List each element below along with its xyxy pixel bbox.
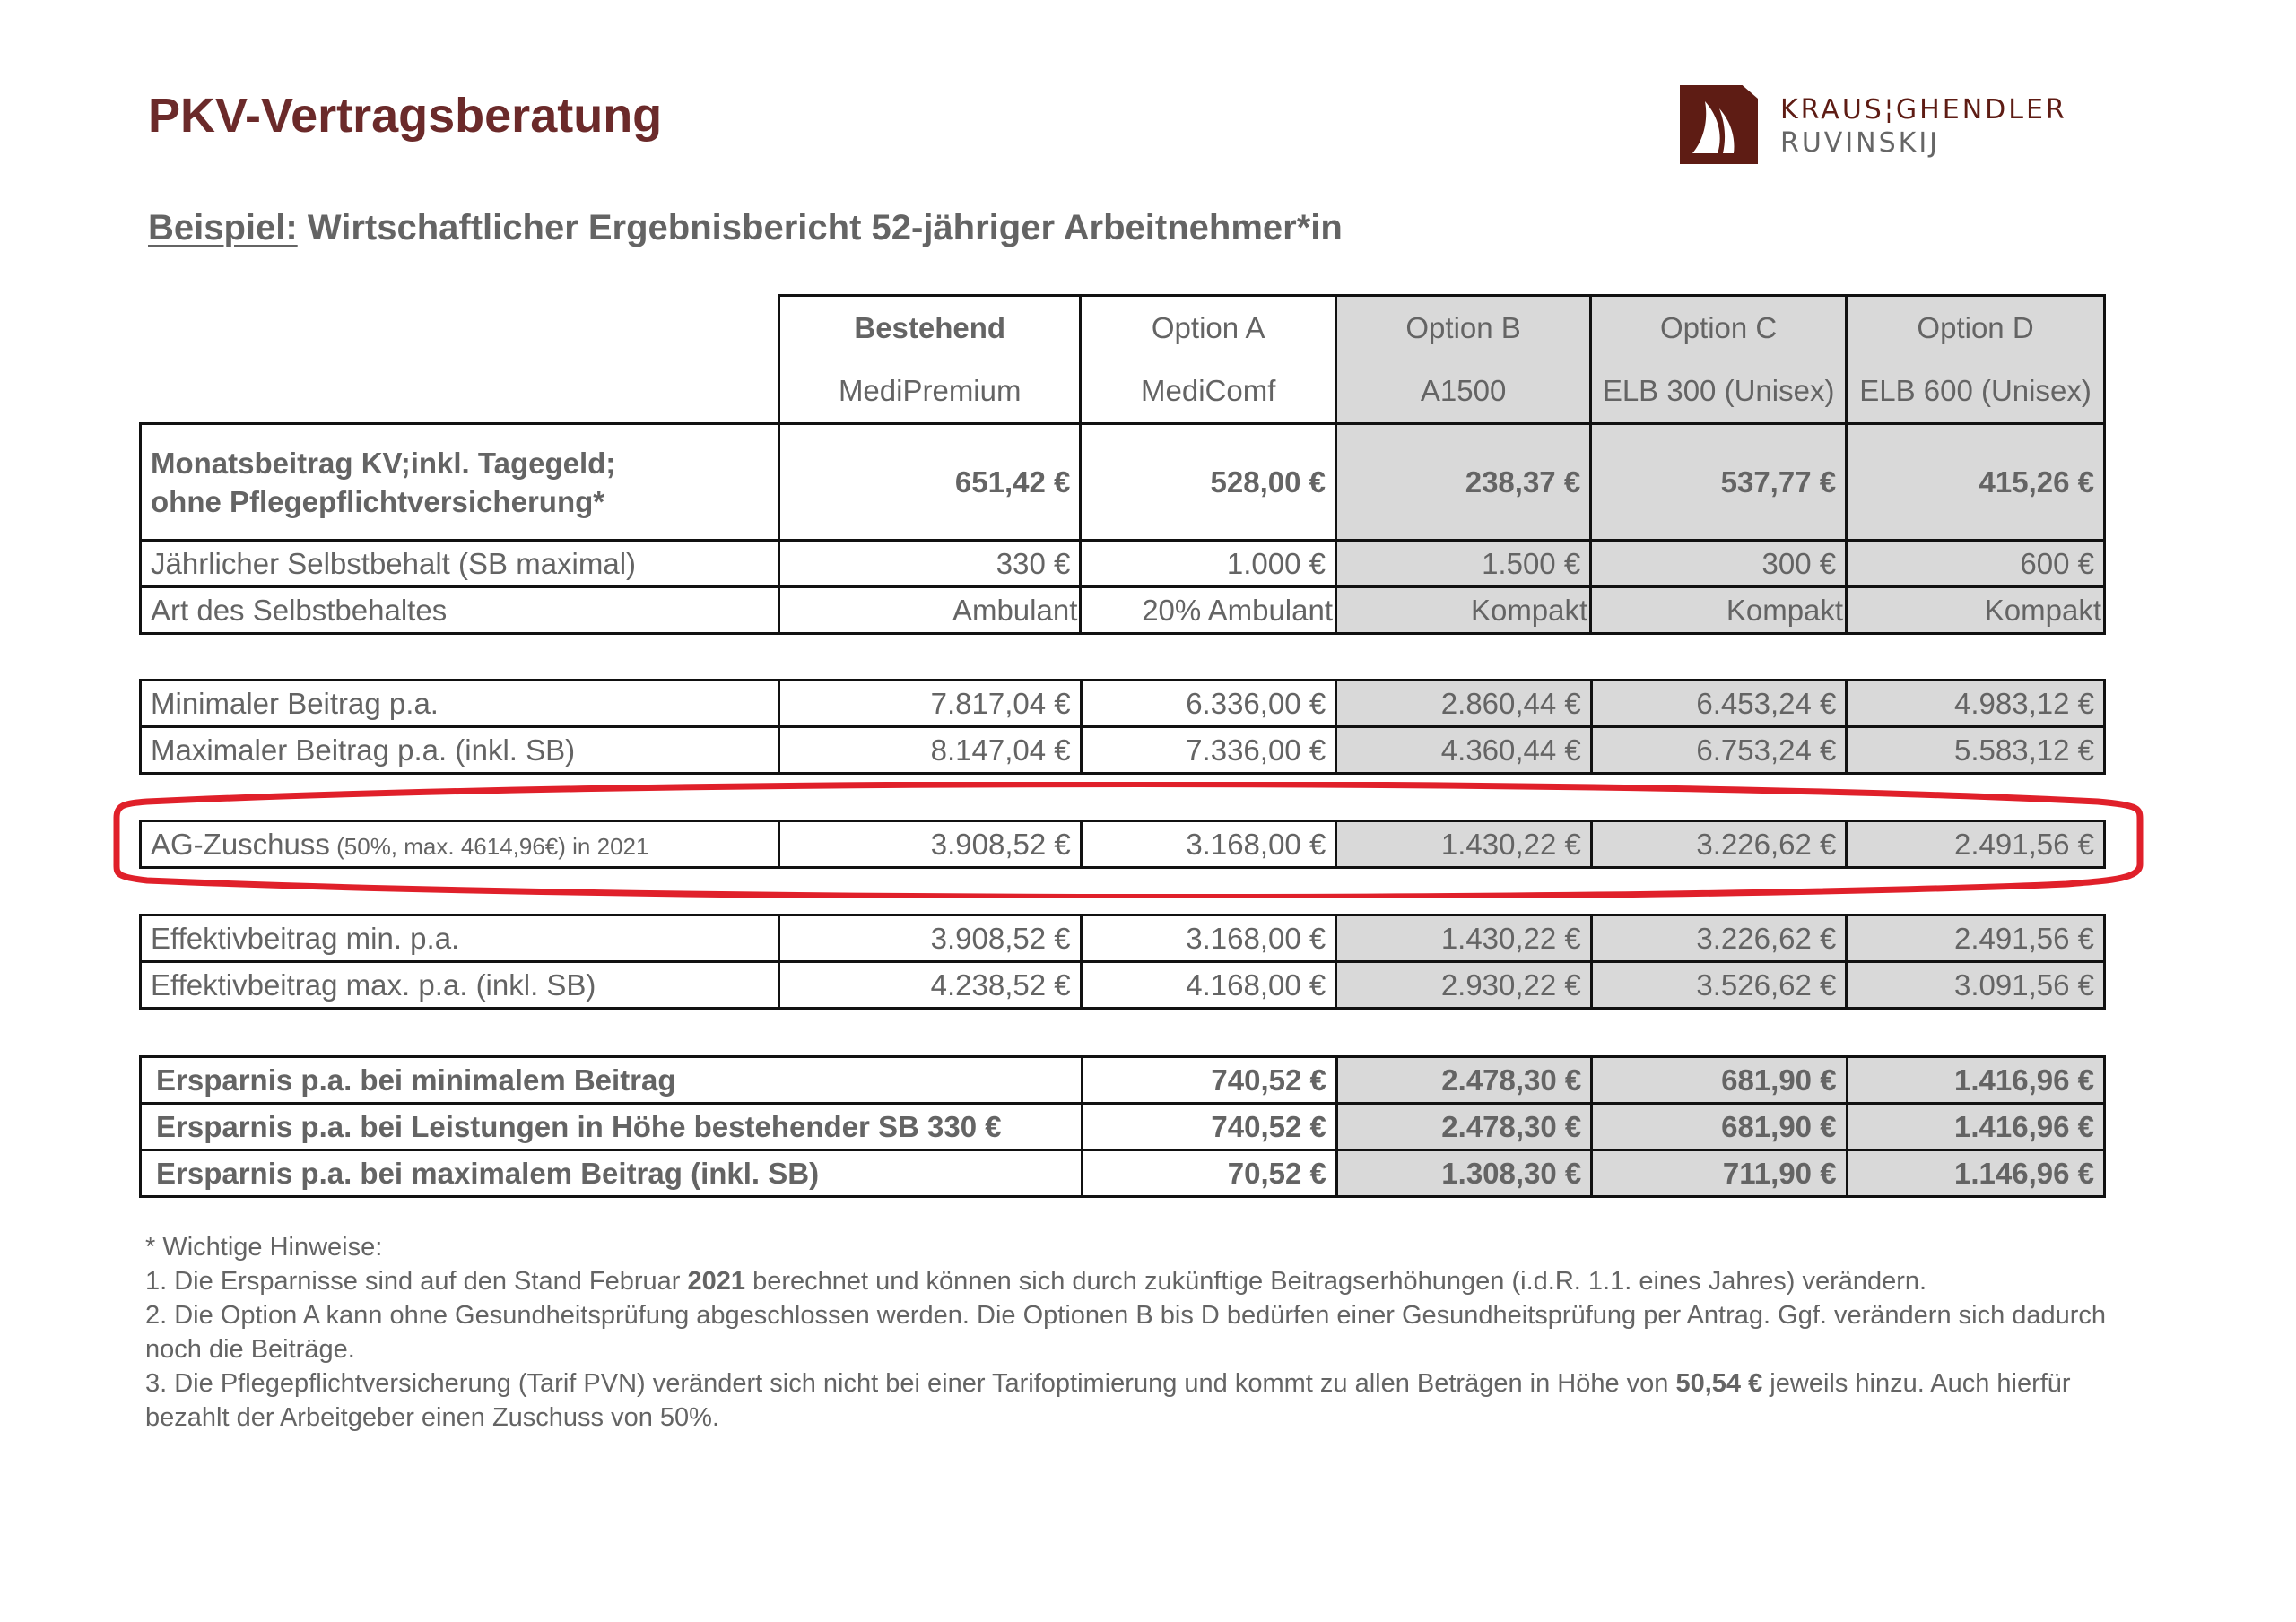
cell-value: 1.308,30 €	[1336, 1150, 1591, 1197]
cell-value: 7.817,04 €	[779, 681, 1081, 727]
cell-value: Ambulant	[779, 587, 1081, 634]
footnote-2: 2. Die Option A kann ohne Gesundheitsprüfung abgeschlossen werden. Die Optionen B bis D bedürfen einer Gesundheitsprüfung per Antrag. Ggf. verändern sich dadurch noch die Beiträge.	[145, 1301, 2107, 1364]
cell-value: 2.860,44 €	[1336, 681, 1592, 727]
column-tariff: MediComf	[1141, 374, 1276, 407]
cell-value: 1.416,96 €	[1847, 1057, 2104, 1104]
column-tariff: A1500	[1420, 374, 1507, 407]
cell-value: 681,90 €	[1592, 1057, 1847, 1104]
cell-value: 681,90 €	[1592, 1104, 1847, 1150]
cell-value: Kompakt	[1336, 587, 1591, 634]
cell-value: 711,90 €	[1592, 1150, 1847, 1197]
column-tariff: MediPremium	[838, 374, 1022, 407]
row-label: Ersparnis p.a. bei Leistungen in Höhe bestehender SB 330 €	[141, 1104, 1083, 1150]
cell-value: 1.430,22 €	[1336, 915, 1592, 962]
column-tariff: ELB 600 (Unisex)	[1859, 374, 2092, 407]
cell-value: 20% Ambulant	[1081, 587, 1336, 634]
cell-value: 4.238,52 €	[779, 962, 1081, 1009]
table-row-savings-min	[141, 1057, 2105, 1104]
table-row-monthly	[141, 424, 2105, 541]
footnote-emphasis: 2021	[687, 1267, 746, 1296]
cell-value: 3.168,00 €	[1081, 915, 1336, 962]
column-header-option-a	[1081, 296, 1336, 424]
column-header-option-b	[1336, 296, 1591, 424]
tariff-comparison-table	[139, 294, 2106, 635]
cell-value: 4.983,12 €	[1847, 681, 2105, 727]
cell-value: 2.491,56 €	[1847, 821, 2105, 868]
row-label: Minimaler Beitrag p.a.	[141, 681, 779, 727]
cell-value: 2.930,22 €	[1336, 962, 1592, 1009]
row-label: Jährlicher Selbstbehalt (SB maximal)	[141, 541, 779, 587]
cell-value: 740,52 €	[1082, 1104, 1336, 1150]
table-row-max-premium	[141, 727, 2105, 774]
cell-value: 3.091,56 €	[1847, 962, 2105, 1009]
table-row-deductible	[141, 541, 2105, 587]
cell-value: 8.147,04 €	[779, 727, 1081, 774]
column-title: Option B	[1405, 311, 1521, 344]
cell-value: 3.908,52 €	[779, 915, 1081, 962]
footnote-text: 3. Die Pflegepflichtversicherung (Tarif PVN) verändert sich nicht bei einer Tarifoptimierung und kommt zu allen Beträgen in Höhe von	[145, 1369, 1676, 1398]
footnote-text: berechnet und können sich durch zukünftige Beitragserhöhungen (i.d.R. 1.1. eines Jahres) verändern.	[745, 1267, 1927, 1296]
row-label-line2: ohne Pflegepflichtversicherung*	[151, 484, 605, 518]
row-label-line1: Monatsbeitrag KV;inkl. Tagegeld;	[151, 446, 616, 480]
footnote-emphasis: 50,54 €	[1675, 1369, 1763, 1398]
table-row-effective-min	[141, 915, 2105, 962]
cell-value: 651,42 €	[779, 424, 1081, 541]
row-label: Effektivbeitrag min. p.a.	[141, 915, 779, 962]
cell-value: 600 €	[1847, 541, 2105, 587]
table-row-min-premium	[141, 681, 2105, 727]
savings-table	[139, 1055, 2106, 1198]
cell-value: 4.168,00 €	[1081, 962, 1336, 1009]
cell-value: 2.478,30 €	[1336, 1057, 1591, 1104]
cell-value: Kompakt	[1591, 587, 1847, 634]
table-row-savings-sb	[141, 1104, 2105, 1150]
row-label-note: (50%, max. 4614,96€) in 2021	[329, 832, 649, 860]
table-row-effective-max	[141, 962, 2105, 1009]
column-title: Option C	[1660, 311, 1778, 344]
cell-value: 7.336,00 €	[1081, 727, 1336, 774]
table-row-savings-max	[141, 1150, 2105, 1197]
company-logo	[1680, 85, 2296, 170]
row-label: Art des Selbstbehaltes	[141, 587, 779, 634]
logo-text-line2: RUVINSKIJ	[1780, 127, 1941, 159]
footnotes-heading: * Wichtige Hinweise:	[145, 1233, 383, 1262]
row-label: Ersparnis p.a. bei minimalem Beitrag	[141, 1057, 1083, 1104]
subtitle-text: Wirtschaftlicher Ergebnisbericht 52-jähriger Arbeitnehmer*in	[297, 208, 1343, 247]
effective-premium-table	[139, 914, 2106, 1010]
cell-value: 415,26 €	[1847, 424, 2105, 541]
cell-value: 70,52 €	[1082, 1150, 1336, 1197]
cell-value: 1.146,96 €	[1847, 1150, 2104, 1197]
column-header-option-d	[1847, 296, 2105, 424]
table-header-row	[141, 296, 2105, 424]
column-title: Option D	[1917, 311, 2034, 344]
footnote-1	[145, 1264, 2145, 1298]
row-label-main: AG-Zuschuss	[151, 827, 330, 861]
empty-corner-cell	[141, 296, 779, 424]
column-header-option-c	[1591, 296, 1847, 424]
footnote-text: jeweils hinzu. Auch hierfür bezahlt der Arbeitgeber einen Zuschuss von 50%.	[145, 1369, 2071, 1432]
premium-table	[139, 679, 2106, 775]
cell-value: 3.226,62 €	[1591, 821, 1847, 868]
sailboat-logo-icon	[1680, 85, 1758, 164]
cell-value: 300 €	[1591, 541, 1847, 587]
row-label: Maximaler Beitrag p.a. (inkl. SB)	[141, 727, 779, 774]
cell-value: 3.168,00 €	[1081, 821, 1336, 868]
column-title: Bestehend	[854, 311, 1006, 344]
cell-value: 2.478,30 €	[1336, 1104, 1591, 1150]
column-title: Option A	[1151, 311, 1265, 344]
cell-value: 6.753,24 €	[1591, 727, 1847, 774]
subtitle-prefix: Beispiel:	[148, 208, 298, 247]
cell-value: 6.336,00 €	[1081, 681, 1336, 727]
footnote-text: 1. Die Ersparnisse sind auf den Stand Februar	[145, 1267, 688, 1296]
cell-value: 3.226,62 €	[1591, 915, 1847, 962]
cell-value: 537,77 €	[1591, 424, 1847, 541]
cell-value: 528,00 €	[1081, 424, 1336, 541]
column-header-bestehend	[779, 296, 1081, 424]
cell-value: 3.526,62 €	[1591, 962, 1847, 1009]
cell-value: 6.453,24 €	[1591, 681, 1847, 727]
cell-value: 4.360,44 €	[1336, 727, 1592, 774]
cell-value: 1.000 €	[1081, 541, 1336, 587]
table-row-deductible-type	[141, 587, 2105, 634]
row-label	[141, 424, 779, 541]
cell-value: 2.491,56 €	[1847, 915, 2105, 962]
report-subtitle	[148, 208, 1343, 248]
footnotes	[145, 1230, 2145, 1435]
highlight-ellipse	[111, 782, 2145, 898]
column-tariff: ELB 300 (Unisex)	[1602, 374, 1835, 407]
cell-value: 5.583,12 €	[1847, 727, 2105, 774]
cell-value: 740,52 €	[1082, 1057, 1336, 1104]
cell-value: 238,37 €	[1336, 424, 1591, 541]
cell-value: 1.416,96 €	[1847, 1104, 2104, 1150]
cell-value: 3.908,52 €	[779, 821, 1081, 868]
cell-value: Kompakt	[1847, 587, 2105, 634]
footnote-3	[145, 1366, 2145, 1435]
cell-value: 1.430,22 €	[1336, 821, 1592, 868]
row-label: Ersparnis p.a. bei maximalem Beitrag (inkl. SB)	[141, 1150, 1083, 1197]
row-label: Effektivbeitrag max. p.a. (inkl. SB)	[141, 962, 779, 1009]
cell-value: 330 €	[779, 541, 1081, 587]
logo-text-line1: KRAUS¦GHENDLER	[1780, 94, 2067, 126]
page-title: PKV-Vertragsberatung	[148, 89, 663, 143]
cell-value: 1.500 €	[1336, 541, 1591, 587]
